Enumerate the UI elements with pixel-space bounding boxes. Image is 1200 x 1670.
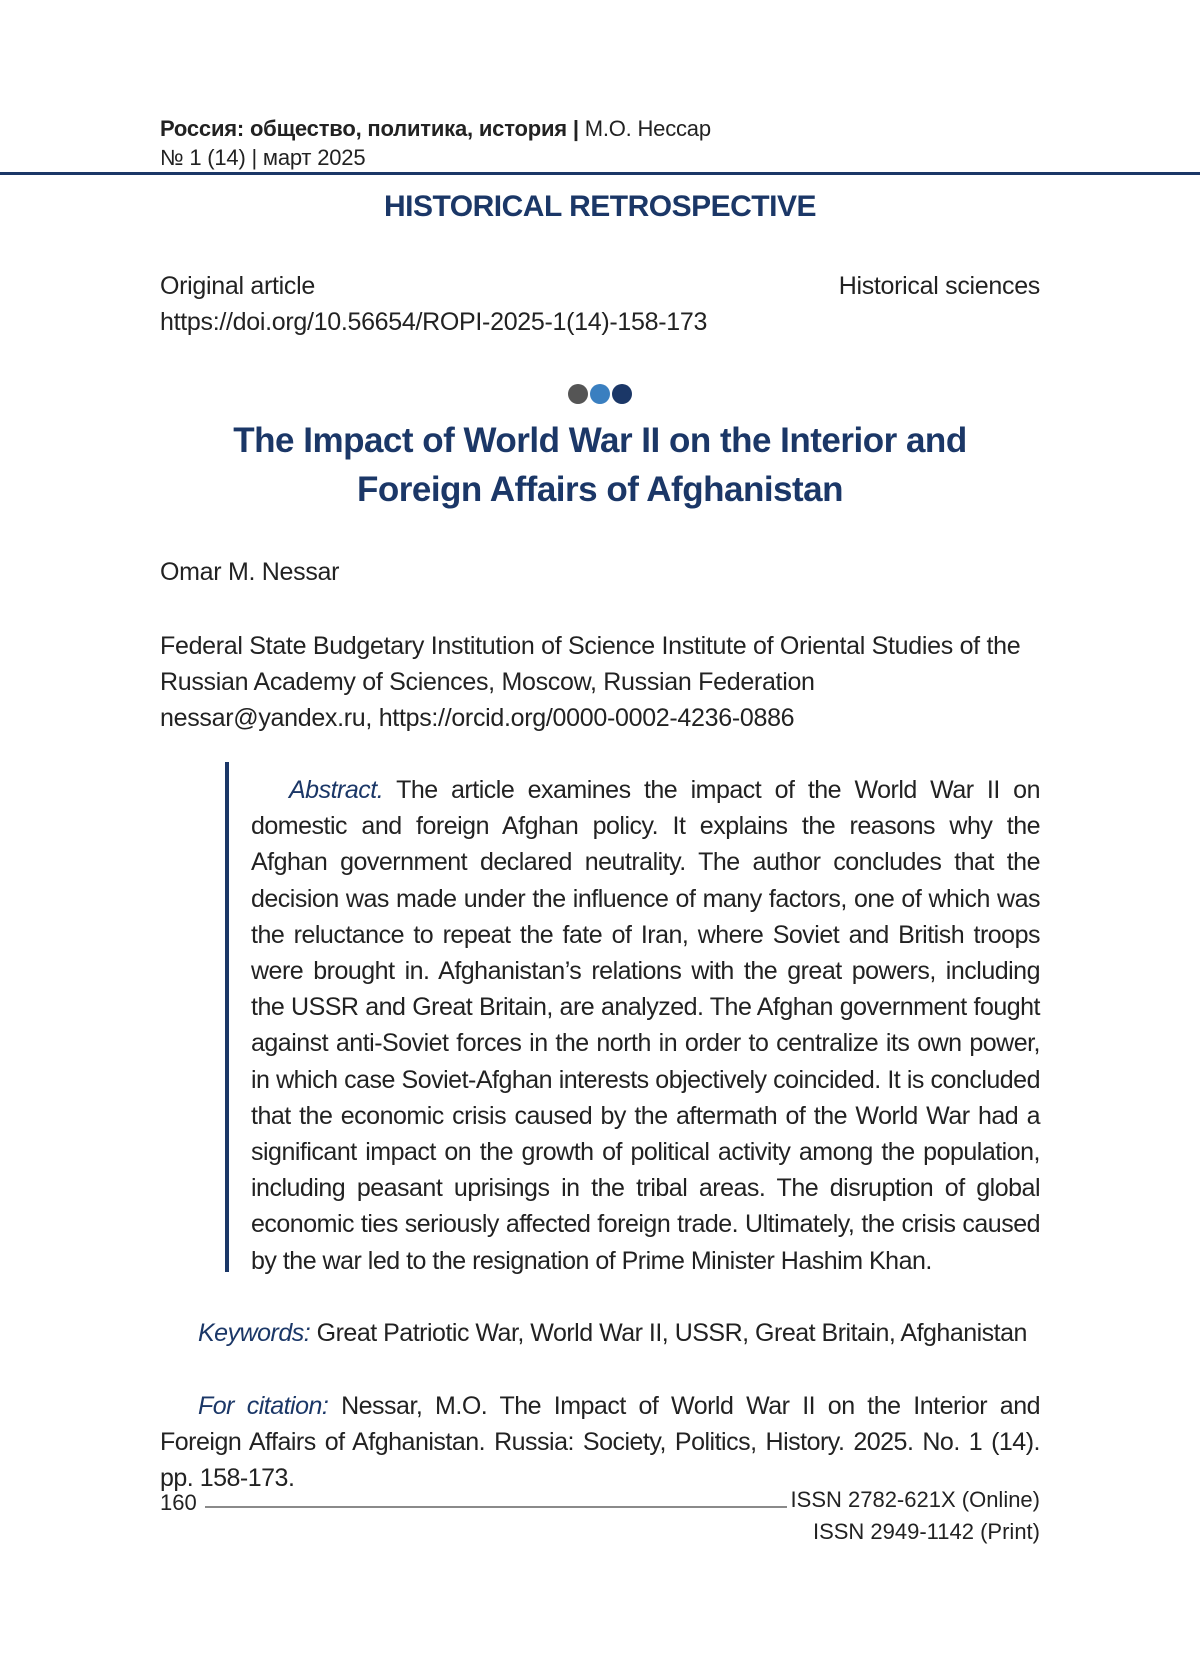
article-meta bbox=[160, 268, 707, 340]
issn-print: ISSN 2949-1142 (Print) bbox=[791, 1516, 1040, 1548]
article-title bbox=[160, 416, 1040, 514]
issn-block bbox=[791, 1484, 1040, 1548]
article-type: Original article bbox=[160, 268, 707, 304]
running-head-author: М.О. Нессар bbox=[579, 116, 711, 141]
section-title: HISTORICAL RETROSPECTIVE bbox=[0, 190, 1200, 224]
author-name: Omar M. Nessar bbox=[160, 558, 339, 587]
issn-online: ISSN 2782-621X (Online) bbox=[791, 1484, 1040, 1516]
article-title-line: The Impact of World War II on the Interior and bbox=[160, 416, 1040, 465]
keywords-text: Great Patriotic War, World War II, USSR, Great Britain, Afghanistan bbox=[310, 1319, 1027, 1347]
subject-field: Historical sciences bbox=[839, 268, 1040, 304]
citation-label: For citation: bbox=[198, 1392, 328, 1420]
doi-link[interactable]: https://doi.org/10.56654/ROPI-2025-1(14)-158-173 bbox=[160, 304, 707, 340]
keywords bbox=[160, 1315, 1040, 1351]
affiliation bbox=[160, 628, 1040, 736]
abstract-bar bbox=[225, 762, 229, 1272]
footer-rule bbox=[205, 1506, 787, 1508]
journal-name: Россия: общество, политика, история | bbox=[160, 116, 579, 141]
abstract-text: The article examines the impact of the World War II on domestic and foreign Afghan policy. It explains the reasons why the Afghan government declared neutrality. The author concludes that the decision was made under the influence of many factors, one of which was the reluctance to repeat the fate of Iran, where Soviet and British troops were brought in. Afghanistan’s relations with the great powers, including the USSR and Great Britain, are analyzed. The Afghan government fought against anti-Soviet forces in the north in order to centralize its own power, in which case Soviet-Afghan interests objectively coincided. It is concluded that the economic crisis caused by the aftermath of the World War had a significant impact on the growth of political activity among the population, including peasant uprisings in the tribal areas. The disruption of global economic ties seriously affected foreign trade. Ultimately, the crisis caused by the war led to the resignation of Prime Minister Hashim Khan. bbox=[251, 776, 1040, 1275]
affiliation-line: Russian Academy of Sciences, Moscow, Russian Federation bbox=[160, 664, 1040, 700]
article-title-line: Foreign Affairs of Afghanistan bbox=[160, 465, 1040, 514]
page-number: 160 bbox=[160, 1490, 197, 1516]
ornament-dot bbox=[590, 384, 610, 404]
ornament-dot bbox=[568, 384, 588, 404]
citation bbox=[160, 1388, 1040, 1496]
ornament-dot bbox=[612, 384, 632, 404]
keywords-label: Keywords: bbox=[198, 1319, 310, 1347]
issue-info: № 1 (14) | март 2025 bbox=[160, 143, 711, 172]
affiliation-line: Federal State Budgetary Institution of Science Institute of Oriental Studies of the bbox=[160, 628, 1040, 664]
abstract bbox=[251, 772, 1040, 1279]
ornament-dots bbox=[568, 384, 632, 404]
running-head bbox=[160, 114, 711, 172]
citation-text: Nessar, M.O. The Impact of World War II on the Interior and Foreign Affairs of Afghanistan. Russia: Society, Politics, History. 2025. No. 1 (14). pp. 158-173. bbox=[160, 1392, 1040, 1492]
author-contact[interactable]: nessar@yandex.ru, https://orcid.org/0000-0002-4236-0886 bbox=[160, 700, 1040, 736]
header-rule bbox=[0, 172, 1200, 175]
abstract-label: Abstract. bbox=[289, 776, 383, 804]
